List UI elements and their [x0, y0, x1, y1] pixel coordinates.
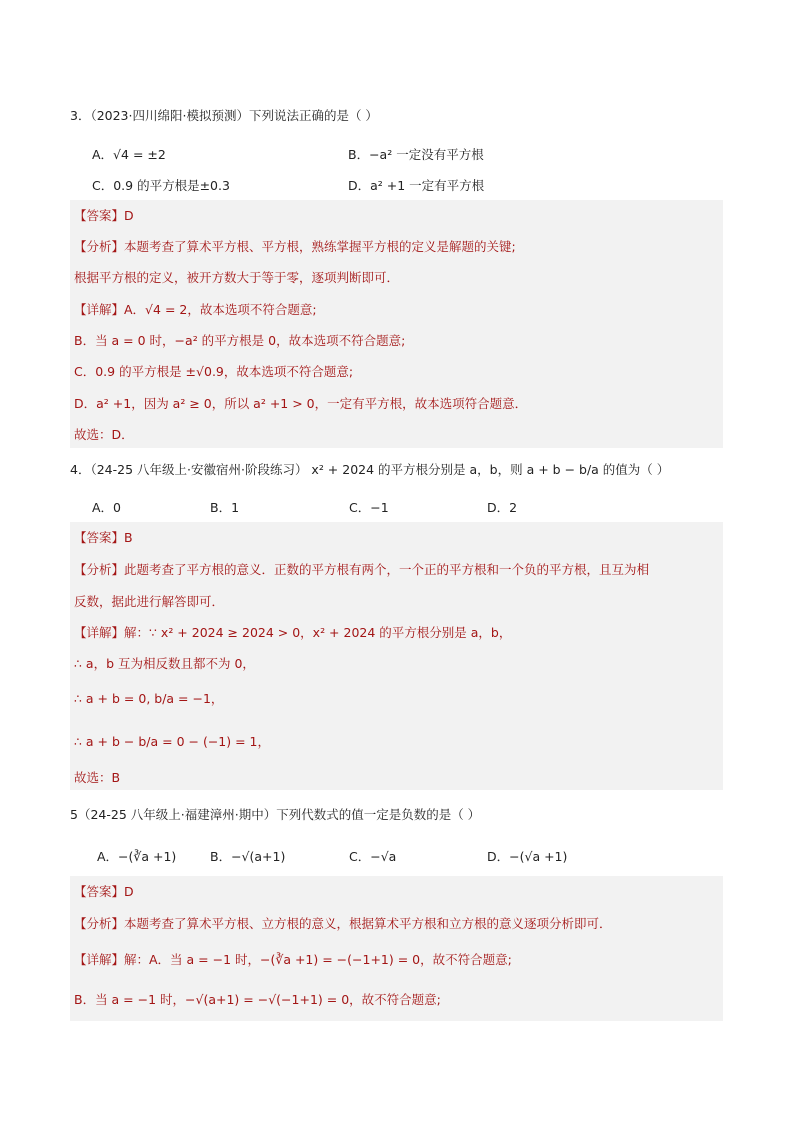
- q4-analysis-line1: 【分析】此题考查了平方根的意义．正数的平方根有两个，一个正的平方根和一个负的平方根，且互为相: [74, 562, 650, 577]
- q5-stem: 5（24-25 八年级上·福建漳州·期中）下列代数式的值一定是负数的是（ ）: [70, 807, 481, 822]
- q5-answer: 【答案】D: [74, 884, 134, 899]
- q3-analysis-line2: 根据平方根的定义，被开方数大于等于零，逐项判断即可．: [74, 270, 400, 285]
- q4-option-d: D．2: [487, 500, 518, 515]
- q4-option-a: A．0: [92, 500, 122, 515]
- q3-detail-d: D．a² +1，因为 a² ≥ 0，所以 a² +1 > 0，一定有平方根，故本选项符合题意．: [74, 396, 528, 411]
- q4-choice: 故选：B: [74, 770, 121, 785]
- q3-detail-b: B．当 a = 0 时，−a² 的平方根是 0，故本选项不符合题意;: [74, 333, 406, 348]
- q3-analysis-line1: 【分析】本题考查了算术平方根、平方根，熟练掌握平方根的定义是解题的关键;: [74, 239, 516, 254]
- q3-choice: 故选：D．: [74, 427, 134, 442]
- q5-option-c: C．−√a: [349, 849, 397, 864]
- q4-solution-box: [70, 522, 723, 790]
- q5-option-d: D．−(√a +1): [487, 849, 568, 864]
- q3-solution-box: [70, 200, 723, 448]
- q4-option-c: C．−1: [349, 500, 389, 515]
- q4-answer: 【答案】B: [74, 530, 133, 545]
- q4-option-b: B．1: [210, 500, 240, 515]
- q4-detail-line2: ∴ a，b 互为相反数且都不为 0，: [74, 656, 255, 671]
- q3-stem: 3．（2023·四川绵阳·模拟预测）下列说法正确的是（ ）: [70, 108, 378, 123]
- q3-option-a: A．√4 = ±2: [92, 147, 166, 162]
- q3-detail-c: C．0.9 的平方根是 ±√0.9，故本选项不符合题意;: [74, 364, 354, 379]
- q4-detail-line1: 【详解】解：∵ x² + 2024 ≥ 2024 > 0，x² + 2024 的平方根分别是 a，b，: [74, 625, 512, 640]
- q4-stem: 4．（24-25 八年级上·安徽宿州·阶段练习） x² + 2024 的平方根分别是 a，b，则 a + b − b/a 的值为（ ）: [70, 462, 670, 477]
- q3-option-b: B．−a² 一定没有平方根: [348, 147, 484, 162]
- q5-analysis: 【分析】本题考查了算术平方根、立方根的意义，根据算术平方根和立方根的意义逐项分析即可．: [74, 916, 612, 931]
- q5-option-b: B．−√(a+1): [210, 849, 286, 864]
- q3-option-d: D．a² +1 一定有平方根: [348, 178, 485, 193]
- q5-solution-box: [70, 876, 723, 1021]
- q5-detail-b: B．当 a = −1 时，−√(a+1) = −√(−1+1) = 0，故不符合题意;: [74, 992, 441, 1007]
- q3-option-c: C．0.9 的平方根是±0.3: [92, 178, 230, 193]
- q4-detail-line4: ∴ a + b − b/a = 0 − (−1) = 1，: [74, 734, 271, 749]
- q5-option-a: A．−(∛a +1): [97, 849, 177, 864]
- q4-analysis-line2: 反数，据此进行解答即可．: [74, 594, 225, 609]
- q4-detail-line3: ∴ a + b = 0, b/a = −1，: [74, 691, 224, 706]
- q5-detail-a: 【详解】解：A．当 a = −1 时，−(∛a +1) = −(−1+1) = 0，故不符合题意;: [74, 952, 512, 967]
- q3-answer: 【答案】D: [74, 208, 134, 223]
- q3-detail-a: 【详解】A．√4 = 2，故本选项不符合题意;: [74, 302, 317, 317]
